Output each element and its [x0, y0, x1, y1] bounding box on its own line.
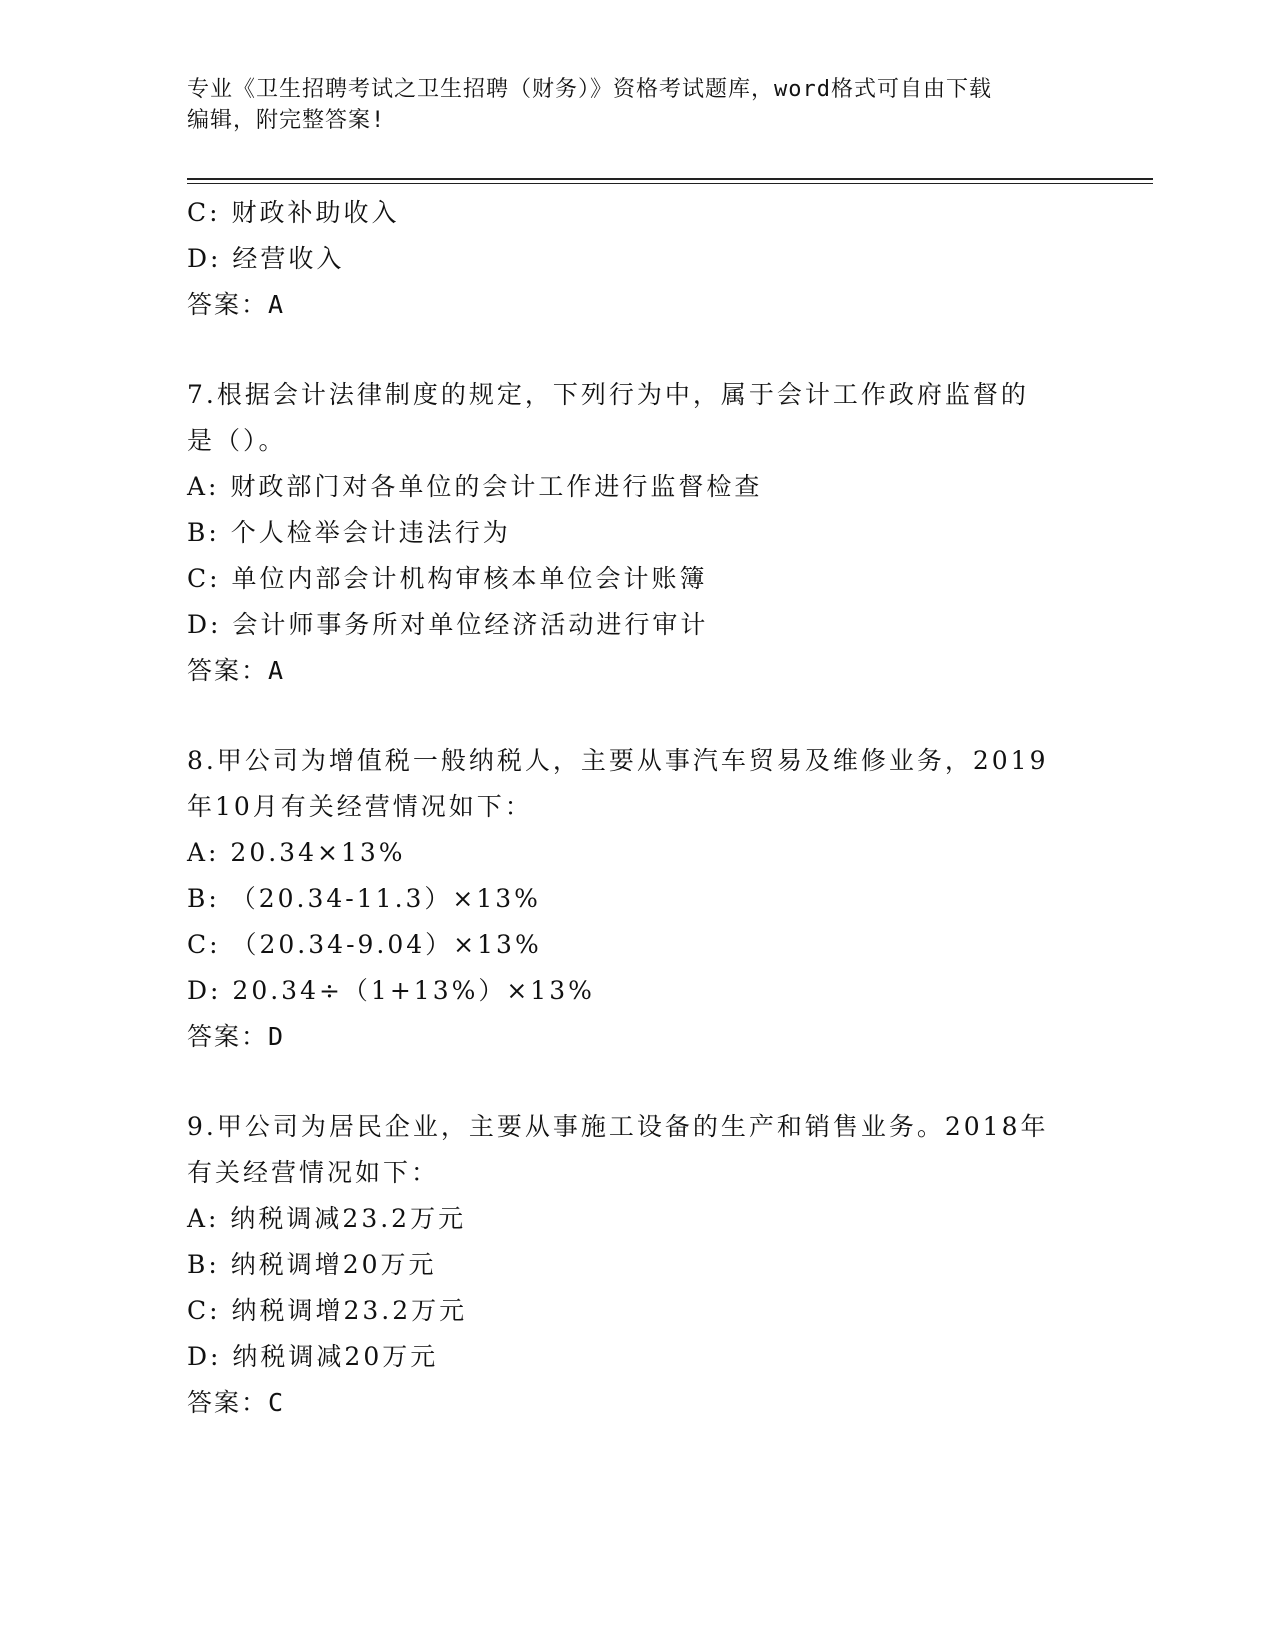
document-header: [187, 74, 1067, 136]
spacer: [187, 328, 1087, 372]
q8-answer: [187, 1014, 1087, 1060]
header-divider-thick: [187, 178, 1153, 180]
q9-answer: [187, 1380, 1087, 1426]
q6-answer: [187, 282, 1087, 328]
q8-stem-line-2: 年10月有关经营情况如下：: [187, 792, 533, 821]
q7-answer-label: 答案：: [187, 656, 269, 685]
q7-option-c: C: 单位内部会计机构审核本单位会计账簿: [187, 564, 708, 593]
q8-stem-line-1: 8.甲公司为增值税一般纳税人，主要从事汽车贸易及维修业务，2019: [187, 746, 1049, 775]
q8-option-a: A: 20.34×13%: [187, 838, 406, 867]
q9-answer-label: 答案：: [187, 1388, 269, 1417]
q9-answer-value: C: [268, 1388, 285, 1417]
q7-option-b: B: 个人检举会计违法行为: [187, 518, 511, 547]
q6-option-c: C: 财政补助收入: [187, 198, 400, 227]
q7-stem-line-1: 7.根据会计法律制度的规定，下列行为中，属于会计工作政府监督的: [187, 380, 1029, 409]
q6-answer-value: A: [268, 290, 285, 319]
question-7: [187, 372, 1087, 694]
q9-option-b: B: 纳税调增20万元: [187, 1250, 437, 1279]
q8-answer-label: 答案：: [187, 1022, 269, 1051]
q8-option-d: D: 20.34÷（1+13%）×13%: [187, 976, 595, 1005]
q7-answer-value: A: [268, 656, 285, 685]
q7-option-d: D: 会计师事务所对单位经济活动进行审计: [187, 610, 709, 639]
q9-stem-line-1: 9.甲公司为居民企业，主要从事施工设备的生产和销售业务。2018年: [187, 1112, 1049, 1141]
spacer: [187, 1060, 1087, 1104]
header-line-2: 编辑，附完整答案!: [187, 108, 386, 133]
q7-stem-line-2: 是（）。: [187, 426, 287, 455]
q6-option-d: D: 经营收入: [187, 244, 345, 273]
q9-option-c: C: 纳税调增23.2万元: [187, 1296, 468, 1325]
question-9: [187, 1104, 1087, 1426]
q9-stem-line-2: 有关经营情况如下：: [187, 1158, 440, 1187]
question-8: [187, 738, 1087, 1060]
q8-option-b: B: （20.34-11.3）×13%: [187, 884, 541, 913]
header-line-1: 专业《卫生招聘考试之卫生招聘（财务）》资格考试题库，word格式可自由下载: [187, 77, 992, 102]
question-list: [187, 190, 1087, 1426]
q8-answer-value: D: [268, 1022, 285, 1051]
q9-option-a: A: 纳税调减23.2万元: [187, 1204, 467, 1233]
q8-option-c: C: （20.34-9.04）×13%: [187, 930, 542, 959]
question-6-fragment: [187, 190, 1087, 328]
q7-answer: [187, 648, 1087, 694]
header-divider-thin: [187, 183, 1153, 184]
spacer: [187, 694, 1087, 738]
q7-option-a: A: 财政部门对各单位的会计工作进行监督检查: [187, 472, 763, 501]
q9-option-d: D: 纳税调减20万元: [187, 1342, 439, 1371]
q6-answer-label: 答案：: [187, 290, 269, 319]
